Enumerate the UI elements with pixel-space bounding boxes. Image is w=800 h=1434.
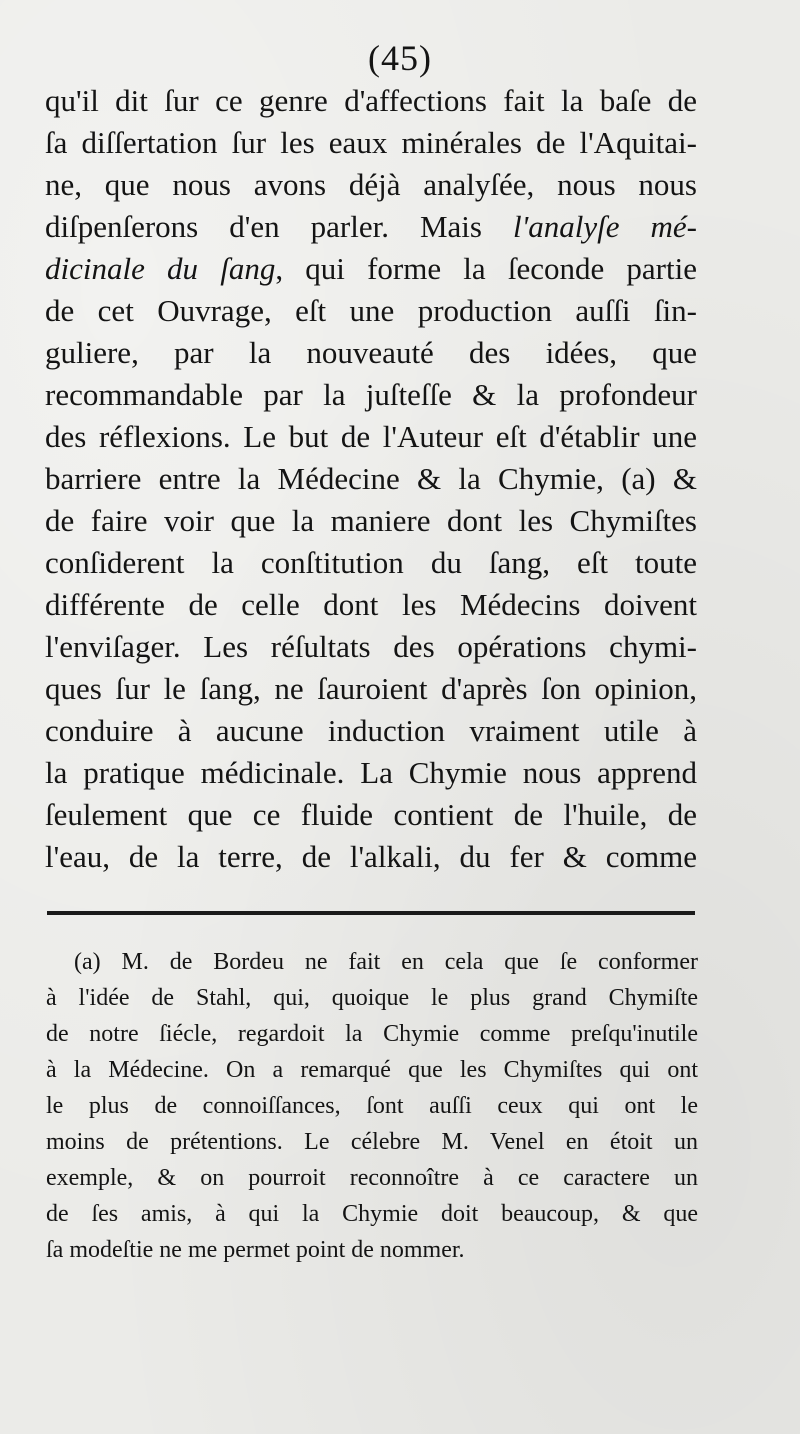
text-line: ques ſur le ſang, ne ſauroient d'après ſon opinion,	[45, 671, 697, 706]
text-line: de faire voir que la maniere dont les Chymiſtes	[45, 503, 697, 538]
text-line-with-italic	[45, 248, 697, 290]
footnote	[46, 944, 698, 1268]
footnote-line: ſa modeſtie ne me permet point de nommer.	[46, 1237, 465, 1263]
footnote-line: exemple, & on pourroit reconnoître à ce caractere un	[46, 1165, 698, 1191]
text-line: recommandable par la juſteſſe & la profondeur	[45, 377, 697, 412]
text-line: conduire à aucune induction vraiment utile à	[45, 713, 697, 748]
main-text	[45, 80, 697, 878]
footnote-divider	[47, 911, 695, 915]
text-line: qu'il dit ſur ce genre d'affections fait la baſe de	[45, 83, 697, 118]
text-segment: , qui forme la ſeconde partie	[275, 251, 697, 286]
text-line: l'eau, de la terre, de l'alkali, du fer & comme	[45, 839, 697, 874]
text-line: l'enviſager. Les réſultats des opérations chymi-	[45, 629, 697, 664]
footnote-line: de notre ſiécle, regardoit la Chymie comme preſqu'inutile	[46, 1021, 698, 1047]
page-number: (45)	[368, 38, 432, 78]
text-line-with-italic	[45, 206, 697, 248]
text-line: barriere entre la Médecine & la Chymie, (a) &	[45, 461, 697, 496]
italic-title: dicinale du ſang	[45, 251, 276, 286]
text-line: la pratique médicinale. La Chymie nous apprend	[45, 755, 697, 790]
footnote-line: de ſes amis, à qui la Chymie doit beaucoup, & que	[46, 1201, 698, 1227]
italic-title: l'analyſe mé-	[513, 209, 697, 244]
footnote-line: (a) M. de Bordeu ne fait en cela que ſe conformer	[74, 949, 698, 975]
text-line: conſiderent la conſtitution du ſang, eſt toute	[45, 545, 697, 580]
text-line: guliere, par la nouveauté des idées, que	[45, 335, 697, 370]
footnote-line: moins de prétentions. Le célebre M. Venel en étoit un	[46, 1129, 698, 1155]
text-line: de cet Ouvrage, eſt une production auſſi ſin-	[45, 293, 697, 328]
text-line: différente de celle dont les Médecins doivent	[45, 587, 697, 622]
text-line: ſeulement que ce fluide contient de l'huile, de	[45, 797, 697, 832]
footnote-line: à la Médecine. On a remarqué que les Chymiſtes qui ont	[46, 1057, 698, 1083]
text-line: ſa diſſertation ſur les eaux minérales de l'Aquitai-	[45, 125, 697, 160]
text-line: des réflexions. Le but de l'Auteur eſt d'établir une	[45, 419, 697, 454]
text-line: ne, que nous avons déjà analyſée, nous nous	[45, 167, 697, 202]
footnote-line: le plus de connoiſſances, ſont auſſi ceux qui ont le	[46, 1093, 698, 1119]
text-segment: diſpenſerons d'en parler. Mais	[45, 209, 482, 244]
footnote-line: à l'idée de Stahl, qui, quoique le plus grand Chymiſte	[46, 985, 698, 1011]
